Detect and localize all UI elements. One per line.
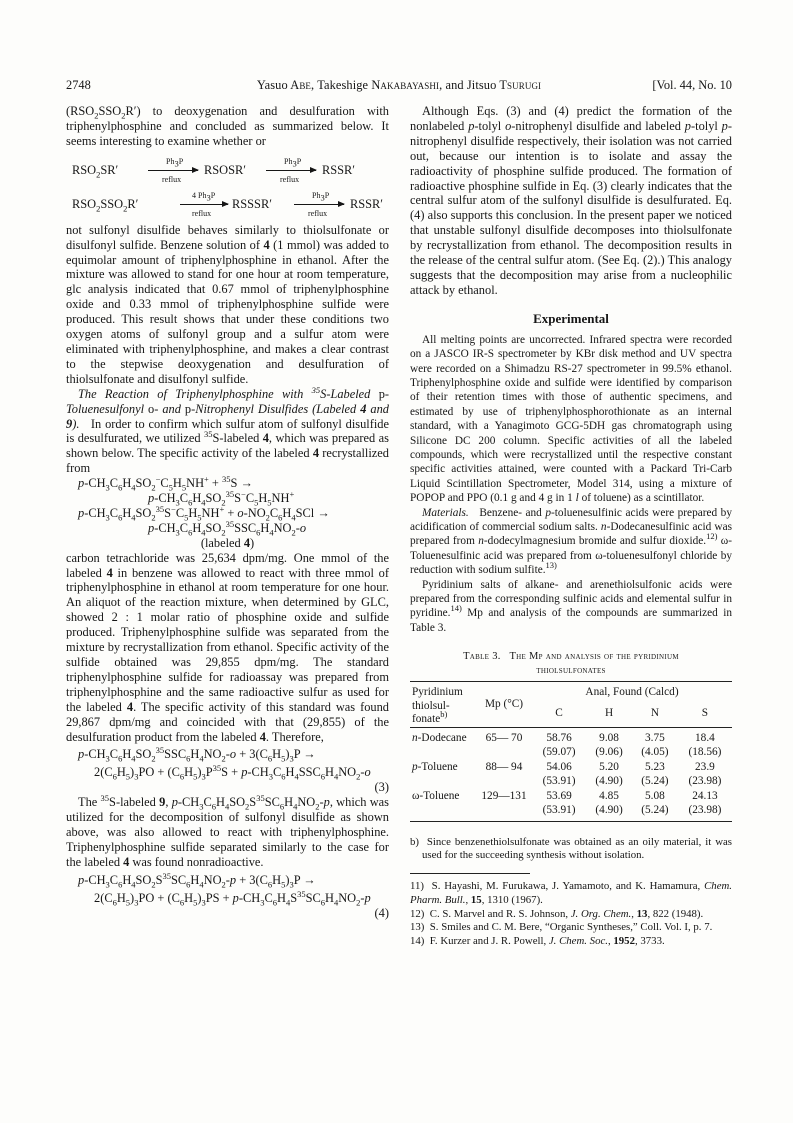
scheme-intermediate-2: RSSSR′ xyxy=(232,196,272,211)
equation: $p-CH_3C_6H_4SO_2^{35}S^-C_5H_5NH^+$ xyxy=(148,488,295,508)
table-row xyxy=(410,759,732,775)
table-cell xyxy=(476,746,532,760)
table-header-cell: H xyxy=(604,706,614,719)
equation: $p-CH_3C_6H_4SO_2^{35}S^-C_5H_5NH^+ + o-NO_2C_6H_4SCl$ → xyxy=(78,503,330,523)
table-cell xyxy=(410,746,476,760)
table-row-calcd xyxy=(410,775,732,789)
table-cell: (5.24) xyxy=(641,803,669,816)
table-cell xyxy=(476,804,532,821)
condition-label: reflux xyxy=(192,208,212,218)
table-header-cell: Anal, Found (Calcd) xyxy=(585,686,679,699)
table-row xyxy=(410,728,732,746)
reaction-scheme xyxy=(66,153,389,218)
table-cell: (23.98) xyxy=(688,774,722,787)
paragraph: carbon tetrachloride was 25,634 dpm/mg. One mmol of the labeled 4 in benzene was allowed to react with three mmol of triphenylphosphine in ethanol at room temperature for one hour. An aliquot of the reaction mixture, when determined by GLC, showed 2 : 1 molar ratio of phosphine oxide and sulfide produced. Triphenylphosphine sulfide was separated from the mixture by recrystallization from ethanol. Specific activity of the sulfide obtained was 29,855 dpm/mg. The standard triphenylphosphine sulfide for radioassay was prepared from triphenylphosphine and the same radioactive sulfur as used for the labeled 4. The specific activity of this standard was found 29,867 dpm/mg and coincided with that (29,855) of the desulfuration product from the labeled 4. Therefore, xyxy=(66,550,390,744)
equation-number: (4) xyxy=(374,905,389,920)
table-cell: (53.91) xyxy=(542,803,576,816)
left-column xyxy=(66,104,389,920)
table-cell: 5.20 xyxy=(599,761,619,774)
table-cell: 88— 94 xyxy=(485,761,523,774)
paragraph: Although Eqs. (3) and (4) predict the formation of the nonlabeled p-tolyl o-nitrophenyl disulfide and labeled p-tolyl p-nitrophenyl disulfide respectively, their isolation was not carried out, because our intention is to isolate and assay the radioactivity of phosphine sulfide produced. The formation of radioactive phosphine sulfide in Eq. (3) clearly indicates that the central sulfur atom of the sulfonyl disulfide is desulfurated. Eq. (4) also supports this conclusion. In the present paper we noticed that unstable sulfonyl disulfide decomposes into thiolsulfonate by recrystallization from ethanol. The decomposition results in the release of the central sulfur atom. (See Eq. (2).) This analogy suggests that the decomposition may arise from a nucleophilic attack by ethanol. xyxy=(410,104,733,297)
table-header-cell: Mp (°C) xyxy=(476,682,532,728)
authors: Yasuo Abe, Takeshige Nakabayashi, and Jitsuo Tsurugi xyxy=(256,78,542,92)
reaction-arrow xyxy=(180,204,228,205)
table-footnote: b) Since benzenethiolsulfonate was obtained as an oily material, it was used for the succeeding synthesis without isolation. xyxy=(410,835,732,862)
table-cell: 18.4 xyxy=(695,732,715,744)
table-cell: (53.91) xyxy=(542,774,576,787)
table-cell: (4.90) xyxy=(595,774,623,787)
table-cell: 24.13 xyxy=(692,790,718,803)
table-caption xyxy=(410,649,732,677)
table-cell: 58.76 xyxy=(546,732,572,744)
table-header-cell: N xyxy=(650,706,659,719)
table-cell: 9.08 xyxy=(599,732,619,744)
table-cell xyxy=(476,775,532,789)
table-cell: (23.98) xyxy=(688,803,722,816)
equation: $p-CH_3C_6H_4SO_2^-C_5H_5NH^+ + ^{35}S$ → xyxy=(78,474,253,493)
table-cell: (18.56) xyxy=(688,745,722,758)
reference-item: 13) S. Smiles and C. M. Bere, “Organic Syntheses,” Coll. Vol. I, p. 7. xyxy=(410,921,713,934)
table-cell: 65— 70 xyxy=(485,732,523,744)
paragraph: The Reaction of Triphenylphosphine with $^{35}$S-Labeled p-Toluenesulfonyl o- and p-Nitrophenyl Disulfides (Labeled 4 and 9). In order to confirm which sulfur atom of sulfonyl disulfide is desulfurated, we utilized $^{35}$S-labeled 4, which was prepared as shown below. The specific activity of the labeled 4 recrystallized from xyxy=(66,384,390,476)
paragraph: All melting points are uncorrected. Infrared spectra were recorded on a JASCO IR-S spectrometer by KBr disk method and UV spectra were recorded on a Shimadzu RS-27 spectrometer in 99.5% ethanol. Triphenylphosphine oxide and sulfide were identified by comparison of their retention times with those of authentic specimens, and estimated by use of triphenylphosphorothionate as an internal standard, with a Yanagimoto GCG-5DH gas chromatograph using Silicone DC 200 column. Specific activities of all the labeled compounds, which were recrystallized until the respective constant specific activities attained, were counted with a Packard Tri-Carb Liquid Scintillation Spectrometer, Model 314, using a mixture of POPOP and PPO (0.1 g and 4 g in 1 l of toluene) as a scintillator. xyxy=(410,333,732,505)
table-header-cell: Pyridinium thiolsul- fonate$^{b)}$ xyxy=(410,682,476,728)
equation: $p-CH_3C_6H_4SO_2^{35}SSC_6H_4NO_2-o + 3(C_6H_5)_3P$ → xyxy=(78,745,316,764)
reference-item: 12) C. S. Marvel and R. S. Johnson, J. Org. Chem., 13, 822 (1948). xyxy=(410,907,704,920)
table-cell: (5.24) xyxy=(641,774,669,787)
paragraph: $(RSO_2SSO_2R')$ to deoxygenation and desulfuration with triphenylphosphine and concluded as summarized below. It seems interesting to examine whether or xyxy=(66,104,389,148)
page-number: 2748 xyxy=(66,78,91,92)
scheme-product-2: RSSR′ xyxy=(350,196,384,211)
reagent-label: $Ph_3P$ xyxy=(312,190,330,203)
reference-item: 14) F. Kurzer and J. R. Powell, J. Chem. Soc., 1952, 3733. xyxy=(410,935,665,948)
condition-label: reflux xyxy=(308,208,328,218)
table-cell xyxy=(410,804,476,821)
table-header-cell: C xyxy=(555,706,563,719)
condition-label: reflux xyxy=(280,174,300,184)
reaction-arrow xyxy=(266,170,316,171)
right-column xyxy=(410,104,732,949)
table-cell: 54.06 xyxy=(546,761,572,774)
scheme-product-1: RSSR′ xyxy=(322,162,356,177)
table-cell: (4.90) xyxy=(595,803,623,816)
paragraph: Materials. Benzene- and p-toluenesulfinic acids were prepared by acidification of commercial sodium salts. n-Dodecanesulfinic acid was prepared from n-dodecylmagnesium bromide and sulfur dioxide.$^{12)}$ ω-Toluenesulfinic acid was prepared from ω-toluenesulfonyl chloride by reduction with sodium sulfite.$^{13)}$ xyxy=(410,506,733,577)
table-cell xyxy=(410,775,476,789)
table-cell: (59.07) xyxy=(542,745,576,758)
table-cell: (4.05) xyxy=(641,745,669,758)
volume-info: [Vol. 44, No. 10 xyxy=(652,78,732,92)
paragraph: not sulfonyl disulfide behaves similarly to thiolsulfonate or disulfonyl sulfide. Benzene solution of 4 (1 mmol) was added to equimolar amount of triphenylphosphine in ethanol. After the mixture was allowed to stand for one hour at room temperature, glc analysis indicated that 0.67 mmol of triphenylphosphine oxide and 0.33 mmol of triphenylphosphine sulfide were produced. This result shows that under these conditions two oxygen atoms of sulfonyl group and a sulfur atom were eliminated with triphenylphosphine, and makes a clear contrast to the stepwise deoxygenation and desulfuration of thiolsulfonate and disulfonyl sulfide. xyxy=(66,222,390,386)
equation: $2(C_6H_5)_3PO + (C_6H_5)_3PS + p-CH_3C_6H_4S^{35}SC_6H_4NO_2-p$ xyxy=(94,888,371,908)
reagent-label: 4 $Ph_3P$ xyxy=(192,190,216,203)
table-cell: 129—131 xyxy=(481,790,527,803)
paragraph: The $^{35}$S-labeled 9, $p-CH_3C_6H_4SO_2S^{35}SC_6H_4NO_2-p$, which was utilized for the decomposition of sulfonyl disulfide as shown above, was also allowed to react with triphenylphosphine. Triphenylphosphine sulfide separated similarly to the case for the labeled 4 was found nonradioactive. xyxy=(66,793,389,869)
table-row xyxy=(410,788,732,804)
table-cell: ω-Toluene xyxy=(412,790,460,803)
table-cell: 5.23 xyxy=(645,761,665,774)
table-body xyxy=(410,728,732,822)
running-header xyxy=(66,78,732,94)
equation: $2(C_6H_5)_3PO + (C_6H_5)_3P^{35}S + p-CH_3C_6H_4SSC_6H_4NO_2-o$ xyxy=(94,763,371,782)
table-cell: (9.06) xyxy=(595,745,623,758)
reagent-label: $Ph_3P$ xyxy=(166,156,184,169)
equation: $p-CH_3C_6H_4SO_2S^{35}SC_6H_4NO_2-p + 3(C_6H_5)_3P$ → xyxy=(78,870,316,890)
scheme-intermediate-1: RSOSR′ xyxy=(204,162,246,177)
table-cell: 5.08 xyxy=(645,790,665,803)
table-header-cell: S xyxy=(701,706,709,719)
table-cell: 3.75 xyxy=(645,732,665,744)
scheme-reactant-2: $RSO_2SSO_2R'$ xyxy=(72,196,139,214)
reagent-label: $Ph_3P$ xyxy=(284,156,302,169)
references-divider xyxy=(410,873,530,874)
data-table xyxy=(410,681,732,821)
section-heading: Experimental xyxy=(533,310,609,326)
table-cell: 23.9 xyxy=(695,761,715,774)
reaction-arrow xyxy=(148,170,198,171)
table-row-calcd xyxy=(410,746,732,760)
table-cell: n-Dodecane xyxy=(412,732,467,744)
table-cell: 53.69 xyxy=(546,790,572,803)
table-caption-line: Table 3. The Mp and analysis of the pyridinium xyxy=(463,651,679,663)
scheme-reactant-1: $RSO_2SR'$ xyxy=(72,162,119,180)
table-cell: 4.85 xyxy=(599,790,619,803)
condition-label: reflux xyxy=(162,174,182,184)
references xyxy=(410,880,732,950)
equation-number: (3) xyxy=(374,780,389,795)
reaction-arrow xyxy=(294,204,344,205)
paragraph: Pyridinium salts of alkane- and arenethiolsulfonic acids were prepared from the corresponding sulfinic acids and elemental sulfur in pyridine.$^{14)}$ Mp and analysis of the compounds are summarized in Table 3. xyxy=(410,578,732,634)
table-caption-line: thiolsulfonates xyxy=(536,665,606,677)
reference-item: 11) S. Hayashi, M. Furukawa, J. Yamamoto, and K. Hamamura, Chem. Pharm. Bull., 15, 1310 (1967). xyxy=(410,879,732,906)
equation-label: (labeled 4) xyxy=(200,535,255,550)
equation: $p-CH_3C_6H_4SO_2^{35}SSC_6H_4NO_2-o$ xyxy=(148,518,307,538)
table-row-calcd xyxy=(410,804,732,821)
table-cell: p-Toluene xyxy=(412,761,458,774)
